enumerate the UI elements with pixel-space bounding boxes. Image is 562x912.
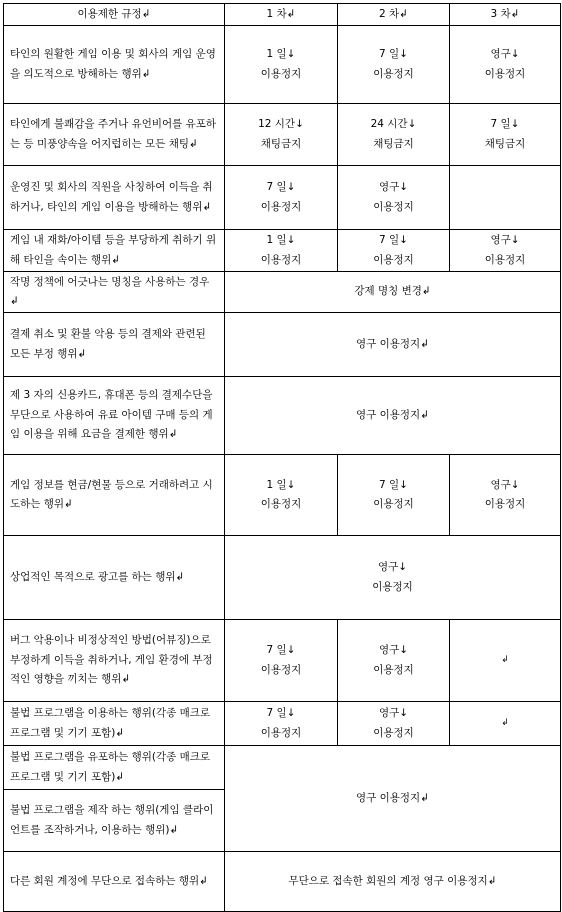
table-row	[4, 313, 561, 377]
restriction-table-wrapper	[3, 3, 561, 912]
table-row	[4, 377, 561, 455]
penalty-merged: 영구 이용정지↲	[225, 746, 561, 852]
header-rule: 이용제한 규정↲	[4, 4, 225, 26]
rule-cell: 다른 회원 계정에 무단으로 접속하는 행위↲	[4, 852, 225, 912]
rule-cell: 운영진 및 회사의 직원을 사칭하여 이득을 취하거나, 타인의 게임 이용을 방해하는 행위↲	[4, 166, 225, 230]
penalty-cell-1: 1 일↓ 이용정지	[225, 26, 338, 104]
penalty-cell-2: 7 일↓ 이용정지	[338, 230, 450, 272]
penalty-cell-3: 영구↓ 이용정지	[450, 230, 561, 272]
table-row	[4, 702, 561, 746]
rule-cell: 게임 내 재화/아이템 등을 부당하게 취하기 위해 타인을 속이는 행위↲	[4, 230, 225, 272]
penalty-cell-3: ↲	[450, 702, 561, 746]
table-row	[4, 455, 561, 536]
header-second: 2 차↲	[338, 4, 450, 26]
rule-cell: 불법 프로그램을 제작 하는 행위(게임 클라이언트를 조작하거나, 이용하는 행위)↲	[4, 790, 225, 852]
table-row	[4, 852, 561, 912]
penalty-cell-1: 1 일↓ 이용정지	[225, 230, 338, 272]
table-header-row	[4, 4, 561, 26]
penalty-cell-1: 7 일↓ 이용정지	[225, 166, 338, 230]
penalty-cell-2: 24 시간↓ 채팅금지	[338, 104, 450, 166]
rule-cell: 불법 프로그램을 이용하는 행위(각종 매크로 프로그램 및 기기 포함)↲	[4, 702, 225, 746]
rule-cell: 작명 정책에 어긋나는 명칭을 사용하는 경우↲	[4, 272, 225, 313]
table-row	[4, 272, 561, 313]
penalty-cell-2: 7 일↓ 이용정지	[338, 26, 450, 104]
rule-cell: 결제 취소 및 환불 악용 등의 결제와 관련된 모든 부정 행위↲	[4, 313, 225, 377]
table-row	[4, 230, 561, 272]
rule-cell: 불법 프로그램을 유포하는 행위(각종 매크로 프로그램 및 기기 포함)↲	[4, 746, 225, 790]
rule-cell: 게임 정보를 현금/현물 등으로 거래하려고 시도하는 행위↲	[4, 455, 225, 536]
penalty-cell-1: 1 일↓ 이용정지	[225, 455, 338, 536]
penalty-merged: 무단으로 접속한 회원의 계정 영구 이용정지↲	[225, 852, 561, 912]
penalty-cell-1: 12 시간↓ 채팅금지	[225, 104, 338, 166]
table-row	[4, 620, 561, 702]
rule-cell: 상업적인 목적으로 광고를 하는 행위↲	[4, 536, 225, 620]
penalty-cell-3: 영구↓ 이용정지	[450, 26, 561, 104]
penalty-merged: 영구↓ 이용정지	[225, 536, 561, 620]
table-row	[4, 536, 561, 620]
penalty-cell-2: 영구↓ 이용정지	[338, 166, 450, 230]
table-row	[4, 26, 561, 104]
penalty-cell-2: 7 일↓ 이용정지	[338, 455, 450, 536]
penalty-cell-3: 7 일↓ 채팅금지	[450, 104, 561, 166]
penalty-merged: 영구 이용정지↲	[225, 377, 561, 455]
rule-cell: 제 3 자의 신용카드, 휴대폰 등의 결제수단을 무단으로 사용하여 유료 아이템 구매 등의 게임 이용을 위해 요금을 결제한 행위↲	[4, 377, 225, 455]
penalty-cell-2: 영구↓ 이용정지	[338, 620, 450, 702]
rule-cell: 버그 악용이나 비정상적인 방법(어뷰징)으로 부정하게 이득을 취하거나, 게임 환경에 부정적인 영향을 끼치는 행위↲	[4, 620, 225, 702]
penalty-cell-3: 영구↓ 이용정지	[450, 455, 561, 536]
penalty-merged: 영구 이용정지↲	[225, 313, 561, 377]
penalty-cell-3: ↲	[450, 620, 561, 702]
restriction-policy-table	[3, 3, 561, 912]
header-third: 3 차↲	[450, 4, 561, 26]
penalty-merged: 강제 명칭 변경↲	[225, 272, 561, 313]
rule-cell: 타인에게 불쾌감을 주거나 유언비어를 유포하는 등 미풍양속을 어지럽히는 모든 채팅↲	[4, 104, 225, 166]
table-row	[4, 746, 561, 790]
penalty-cell-1: 7 일↓ 이용정지	[225, 620, 338, 702]
table-row	[4, 166, 561, 230]
rule-cell: 타인의 원활한 게임 이용 및 회사의 게임 운영을 의도적으로 방해하는 행위↲	[4, 26, 225, 104]
table-row	[4, 104, 561, 166]
header-first: 1 차↲	[225, 4, 338, 26]
penalty-cell-1: 7 일↓ 이용정지	[225, 702, 338, 746]
penalty-cell-2: 영구↓ 이용정지	[338, 702, 450, 746]
penalty-cell-3	[450, 166, 561, 230]
